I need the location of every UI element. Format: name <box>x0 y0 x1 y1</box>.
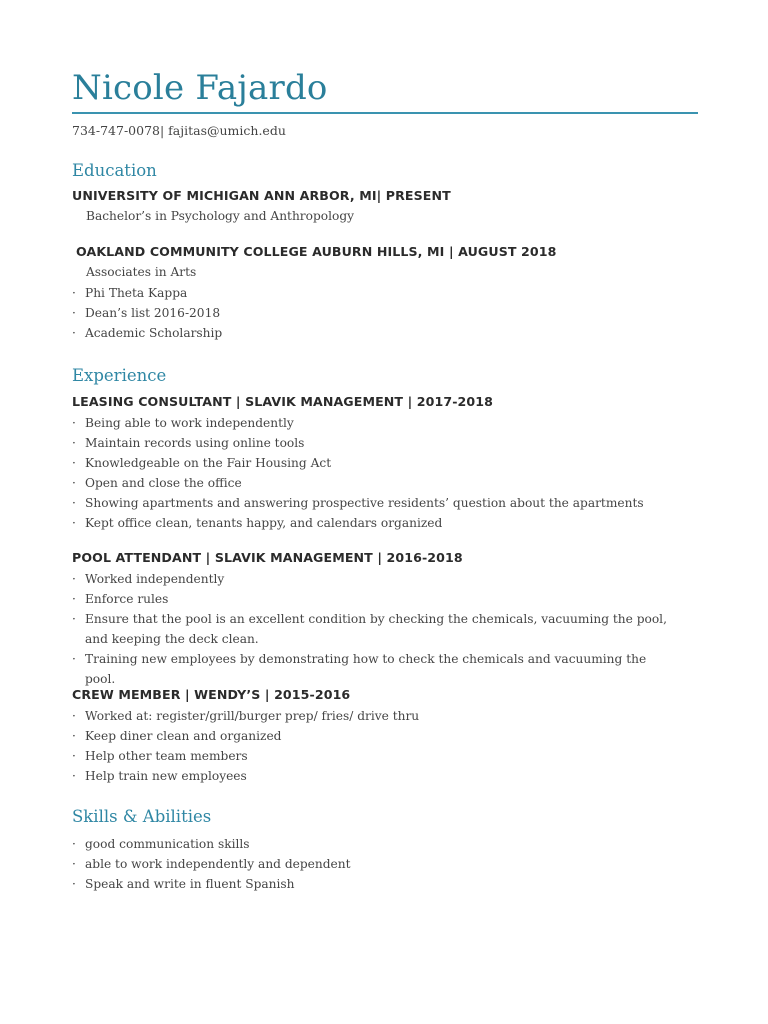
list-item: · Showing apartments and answering prospective residents’ question about the apartments <box>72 496 644 510</box>
list-item: · able to work independently and dependent <box>72 857 351 871</box>
education-heading-occ: OAKLAND COMMUNITY COLLEGE AUBURN HILLS, MI | AUGUST 2018 <box>76 244 557 259</box>
education-detail-occ: Associates in Arts <box>86 265 197 279</box>
list-item: · Help other team members <box>72 749 248 763</box>
section-title-skills: Skills & Abilities <box>72 807 212 826</box>
education-detail-umich: Bachelor’s in Psychology and Anthropology <box>86 209 355 223</box>
list-item: · Worked independently <box>72 572 225 586</box>
list-item: · Academic Scholarship <box>72 326 223 340</box>
list-item: · Open and close the office <box>72 476 242 490</box>
list-item: · Being able to work independently <box>72 416 294 430</box>
list-item: · Phi Theta Kappa <box>72 286 188 300</box>
experience-heading-crew: CREW MEMBER | WENDY’S | 2015-2016 <box>72 687 351 702</box>
list-item: · good communication skills <box>72 837 250 851</box>
list-item: · Enforce rules <box>72 592 169 606</box>
person-name: Nicole Fajardo <box>72 68 328 108</box>
header-rule <box>72 112 698 114</box>
list-item: · Speak and write in fluent Spanish <box>72 877 295 891</box>
list-item: · Help train new employees <box>72 769 247 783</box>
section-title-education: Education <box>72 161 157 180</box>
section-title-experience: Experience <box>72 366 167 385</box>
list-item: · Training new employees by demonstrating how to check the chemicals and vacuuming the pool. <box>72 652 647 686</box>
list-item: · Dean’s list 2016-2018 <box>72 306 221 320</box>
contact-info: 734-747-0078| fajitas@umich.edu <box>72 123 286 138</box>
list-item: · Ensure that the pool is an excellent condition by checking the chemicals, vacuuming the pool, and keeping the deck clean. <box>72 612 667 646</box>
list-item: · Kept office clean, tenants happy, and calendars organized <box>72 516 443 530</box>
education-heading-umich: UNIVERSITY OF MICHIGAN ANN ARBOR, MI| PRESENT <box>72 188 451 203</box>
experience-heading-leasing: LEASING CONSULTANT | SLAVIK MANAGEMENT | 2017-2018 <box>72 394 494 409</box>
list-item: · Keep diner clean and organized <box>72 729 282 743</box>
list-item: · Worked at: register/grill/burger prep/ fries/ drive thru <box>72 709 420 723</box>
list-item: · Knowledgeable on the Fair Housing Act <box>72 456 332 470</box>
experience-heading-pool: POOL ATTENDANT | SLAVIK MANAGEMENT | 2016-2018 <box>72 550 463 565</box>
list-item: · Maintain records using online tools <box>72 436 305 450</box>
